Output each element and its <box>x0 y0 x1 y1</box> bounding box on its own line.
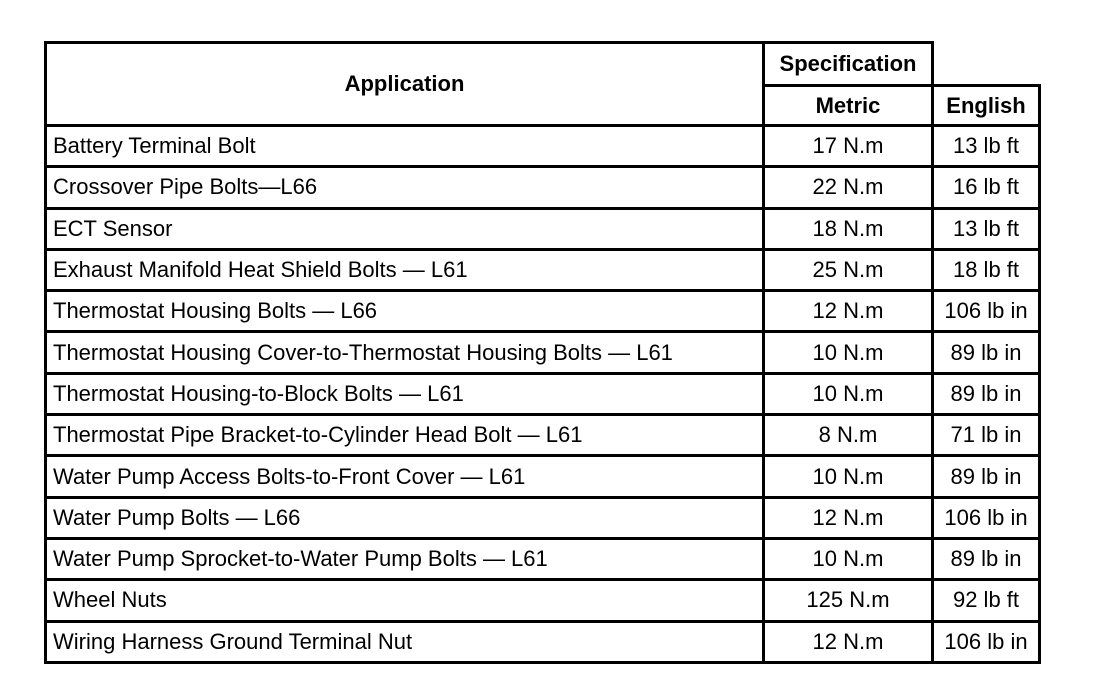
specification-header: Specification <box>764 43 933 86</box>
table-row <box>46 373 1040 414</box>
metric-cell: 12 N.m <box>764 291 933 332</box>
table-row <box>46 291 1040 332</box>
table-row <box>46 580 1040 621</box>
metric-cell: 12 N.m <box>764 621 933 662</box>
english-cell: 89 lb in <box>933 456 1040 497</box>
application-cell: Crossover Pipe Bolts—L66 <box>46 167 764 208</box>
application-header: Application <box>46 43 764 126</box>
application-cell: Wiring Harness Ground Terminal Nut <box>46 621 764 662</box>
metric-cell: 25 N.m <box>764 249 933 290</box>
table-row <box>46 415 1040 456</box>
table-row <box>46 621 1040 662</box>
english-cell: 89 lb in <box>933 538 1040 579</box>
header-row-1 <box>46 43 1040 86</box>
english-cell: 92 lb ft <box>933 580 1040 621</box>
application-cell: Water Pump Access Bolts-to-Front Cover — L61 <box>46 456 764 497</box>
application-cell: Water Pump Bolts — L66 <box>46 497 764 538</box>
table-row <box>46 456 1040 497</box>
table-row <box>46 538 1040 579</box>
torque-spec-table-container <box>44 41 1041 664</box>
metric-cell: 17 N.m <box>764 126 933 167</box>
english-cell: 71 lb in <box>933 415 1040 456</box>
application-cell: Water Pump Sprocket-to-Water Pump Bolts — L61 <box>46 538 764 579</box>
metric-cell: 10 N.m <box>764 456 933 497</box>
english-cell: 16 lb ft <box>933 167 1040 208</box>
metric-cell: 10 N.m <box>764 538 933 579</box>
metric-cell: 10 N.m <box>764 373 933 414</box>
metric-cell: 18 N.m <box>764 208 933 249</box>
table-row <box>46 497 1040 538</box>
english-cell: 18 lb ft <box>933 249 1040 290</box>
table-row <box>46 249 1040 290</box>
english-cell: 89 lb in <box>933 332 1040 373</box>
table-row <box>46 167 1040 208</box>
metric-cell: 12 N.m <box>764 497 933 538</box>
table-row <box>46 208 1040 249</box>
application-cell: Thermostat Housing-to-Block Bolts — L61 <box>46 373 764 414</box>
application-cell: Thermostat Housing Cover-to-Thermostat Housing Bolts — L61 <box>46 332 764 373</box>
torque-spec-table <box>44 41 1041 664</box>
english-cell: 106 lb in <box>933 497 1040 538</box>
english-cell: 106 lb in <box>933 621 1040 662</box>
application-cell: Exhaust Manifold Heat Shield Bolts — L61 <box>46 249 764 290</box>
metric-cell: 8 N.m <box>764 415 933 456</box>
application-cell: ECT Sensor <box>46 208 764 249</box>
metric-header: Metric <box>764 86 933 126</box>
metric-cell: 10 N.m <box>764 332 933 373</box>
english-header: English <box>933 86 1040 126</box>
metric-cell: 125 N.m <box>764 580 933 621</box>
application-cell: Thermostat Housing Bolts — L66 <box>46 291 764 332</box>
application-cell: Wheel Nuts <box>46 580 764 621</box>
english-cell: 13 lb ft <box>933 126 1040 167</box>
table-row <box>46 332 1040 373</box>
application-cell: Battery Terminal Bolt <box>46 126 764 167</box>
english-cell: 13 lb ft <box>933 208 1040 249</box>
header-blank-cell <box>933 43 1040 86</box>
metric-cell: 22 N.m <box>764 167 933 208</box>
table-row <box>46 126 1040 167</box>
english-cell: 89 lb in <box>933 373 1040 414</box>
application-cell: Thermostat Pipe Bracket-to-Cylinder Head Bolt — L61 <box>46 415 764 456</box>
english-cell: 106 lb in <box>933 291 1040 332</box>
